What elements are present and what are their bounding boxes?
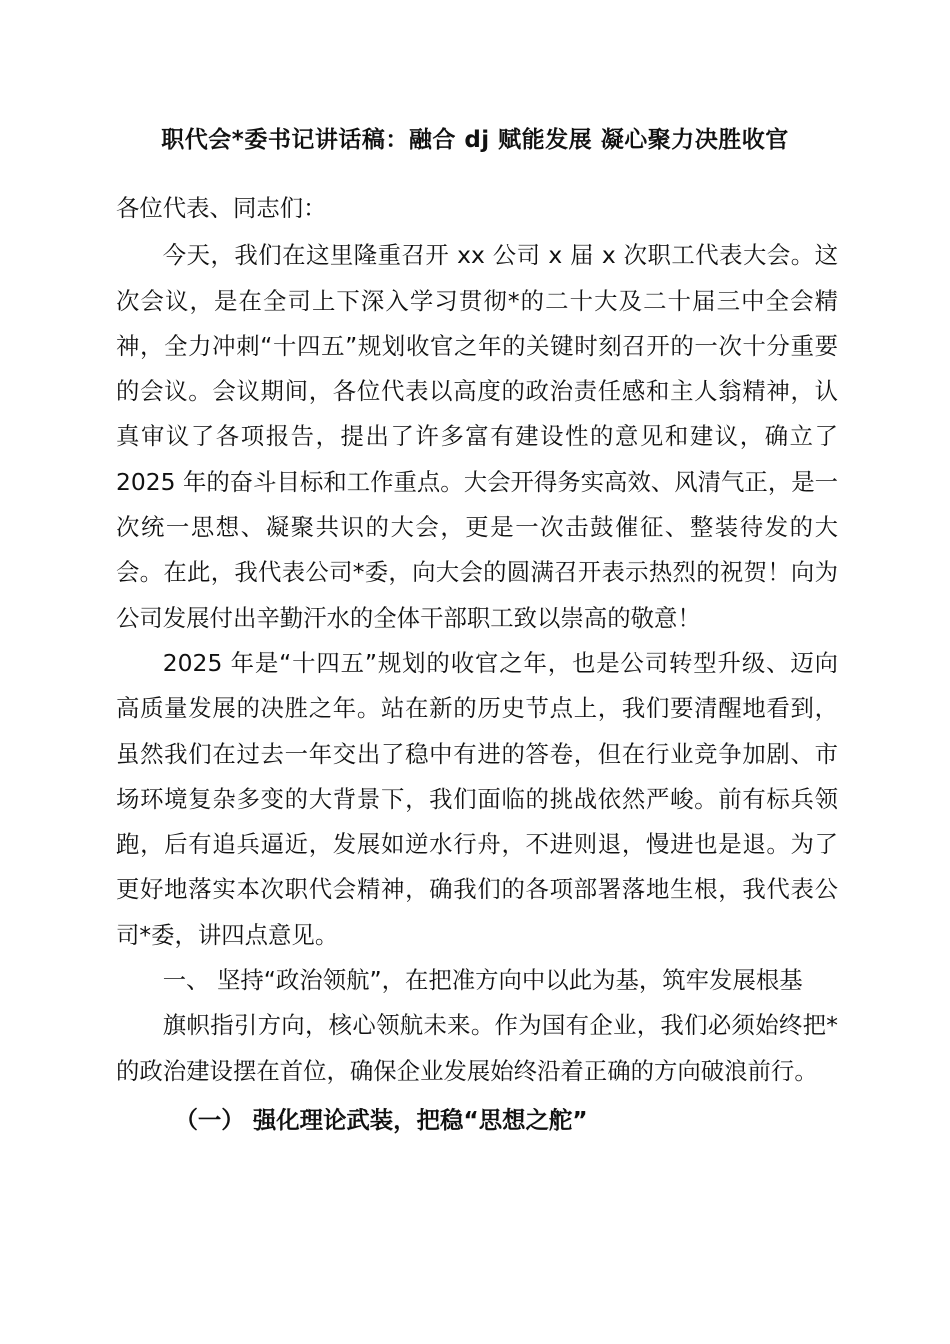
- paragraph-section-one-intro: 旗帜指引方向，核心领航未来。作为国有企业，我们必须始终把*的政治建设摆在首位，确保企业发展始终沿着正确的方向破浪前行。: [116, 1011, 838, 1085]
- section-heading-one: 一、 坚持“政治领航”，在把准方向中以此为基，筑牢发展根基: [162, 966, 803, 995]
- greeting: 各位代表、同志们：: [116, 194, 327, 222]
- document-title: 职代会*委书记讲话稿：融合 dj 赋能发展 凝心聚力决胜收官: [161, 127, 789, 153]
- subheading-one: （一） 强化理论武装，把稳“思想之舵”: [174, 1105, 588, 1134]
- paragraph-opening: 今天，我们在这里隆重召开 xx 公司 x 届 x 次职工代表大会。这次会议，是在全司上下深入学习贯彻*的二十大及二十届三中全会精神，全力冲刺“十四五”规划收官之年的关键时刻召开的一次十分重要的会议。会议期间，各位代表以高度的政治责任感和主人翁精神，认真审议了各项报告，提出了许多富有建设性的意见和建议，确立了 2025 年的奋斗目标和工作重点。大会开得务实高效、风清气正，是一次统一思想、凝聚共识的大会，更是一次击鼓催征、整装待发的大会。在此，我代表公司*委，向大会的圆满召开表示热烈的祝贺！向为公司发展付出辛勤汗水的全体干部职工致以崇高的敬意！: [116, 241, 838, 632]
- document-body: [116, 186, 838, 1143]
- paragraph-context: 2025 年是“十四五”规划的收官之年，也是公司转型升级、迈向高质量发展的决胜之年。站在新的历史节点上，我们要清醒地看到，虽然我们在过去一年交出了稳中有进的答卷，但在行业竞争加剧、市场环境复杂多变的大背景下，我们面临的挑战依然严峻。前有标兵领跑，后有追兵逼近，发展如逆水行舟，不进则退，慢进也是退。为了更好地落实本次职代会精神，确我们的各项部署落地生根，我代表公司*委，讲四点意见。: [116, 648, 838, 949]
